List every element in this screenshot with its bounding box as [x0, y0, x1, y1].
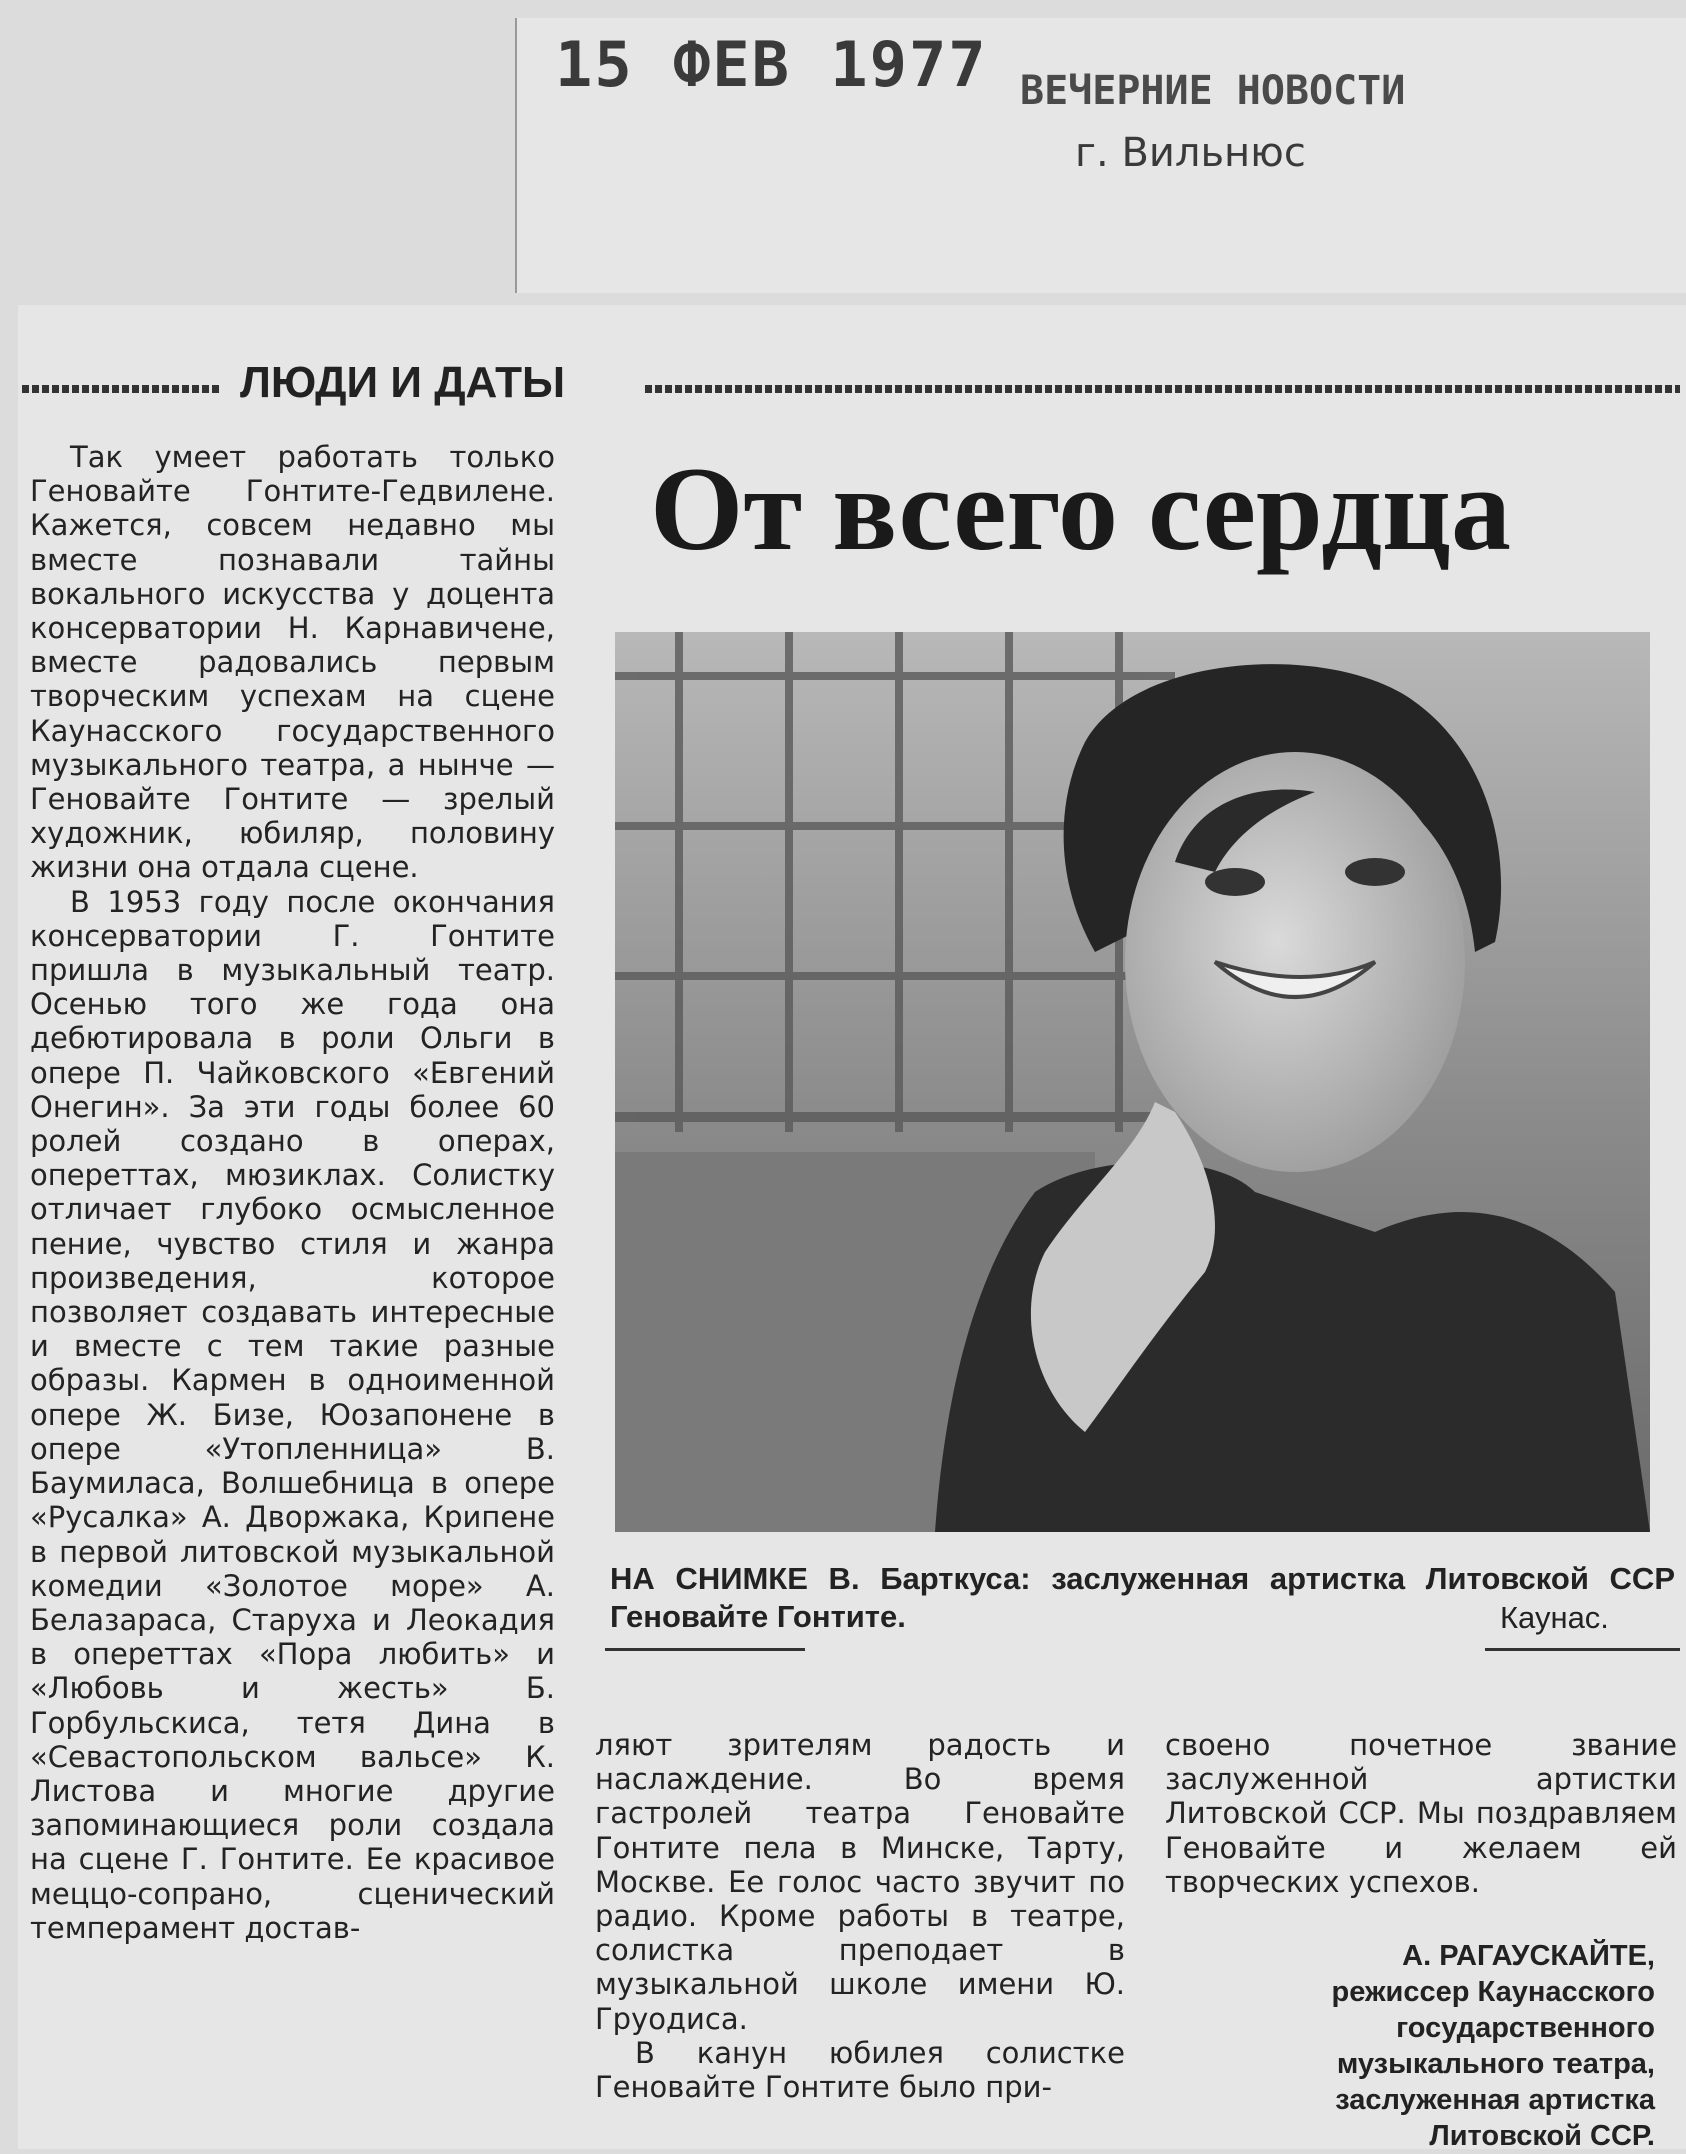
article-column-2	[595, 1728, 1125, 2104]
portrait-photo	[615, 632, 1650, 1532]
author-title-line: государственного	[1396, 2012, 1655, 2044]
caption-rule-left	[605, 1648, 805, 1651]
portrait-photo-image	[615, 632, 1650, 1532]
paragraph: Так умеет работать только Геновайте Гонтите-Гедвилене. Кажется, совсем недавно мы вместе познавали тайны вокального искусства у доцента консерватории Н. Карнавичене, вместе радовались первым творческим успехам на сцене Каунасского государственного музыкального театра, а нынче — Геновайте Гонтите — зрелый художник, юбиляр, половину жизни она отдала сцене.	[30, 440, 555, 885]
paragraph: В 1953 году после окончания консерватории Г. Гонтите пришла в музыкальный театр. Осенью того же года она дебютировала в роли Ольги в опере П. Чайковского «Евгений Онегин». За эти годы более 60 ролей создано в операх, опереттах, мюзиклах. Солистку отличает глубоко осмысленное пение, чувство стиля и жанра произведения, которое позволяет создавать интересные и вместе с тем такие разные образы. Кармен в одноименной опере Ж. Бизе, Юозапонене в опере «Утопленница» В. Баумиласа, Волшебница в опере «Русалка» А. Дворжака, Крипене в первой литовской музыкальной комедии «Золотое море» А. Белазараса, Старуха и Леокадия в опереттах «Пора любить» и «Любовь и жесть» Б. Горбульскиса, тетя Дина в «Севастопольском вальсе» К. Листова и многие другие запоминающиеся роли создала на сцене Г. Гонтите. Ее красивое меццо-сопрано, сценический темперамент достав-	[30, 884, 555, 1945]
paragraph: своено почетное звание заслуженной артистки Литовской ССР. Мы поздравляем Геновайте и желаем ей творческих успехов.	[1165, 1728, 1677, 1899]
rubric-title: ЛЮДИ И ДАТЫ	[240, 358, 566, 407]
article-headline: От всего сердца	[650, 442, 1512, 575]
rubric-rule-right	[645, 385, 1680, 393]
author-signature	[1245, 1938, 1655, 2154]
author-title-line: режиссер Каунасского	[1331, 1976, 1655, 2008]
city-stamp: г. Вильнюс	[1075, 130, 1306, 176]
paragraph: ляют зрителям радость и наслаждение. Во время гастролей театра Геновайте Гонтите пела в Минске, Тарту, Москве. Ее голос часто звучит по радио. Кроме работы в театре, солистка преподает в музыкальной школе имени Ю. Груодиса.	[595, 1728, 1125, 2036]
caption-city: Каунас.	[1500, 1600, 1609, 1635]
author-name: А. РАГАУСКАЙТЕ,	[1402, 1940, 1655, 1972]
rubric-rule-left	[22, 385, 222, 393]
newspaper-stamp: ВЕЧЕРНИЕ НОВОСТИ	[1020, 68, 1406, 114]
paragraph: В канун юбилея солистке Геновайте Гонтите было при-	[595, 2035, 1125, 2105]
photo-caption: НА СНИМКЕ В. Барткуса: заслуженная артистка Литовской ССР Геновайте Гонтите.	[610, 1561, 1675, 1634]
caption-rule-right	[1485, 1648, 1680, 1651]
author-title-line: заслуженная артистка	[1335, 2084, 1655, 2116]
author-title-line: музыкального театра,	[1336, 2048, 1655, 2080]
article-column-3	[1165, 1728, 1677, 1899]
author-title-line: Литовской ССР.	[1429, 2120, 1655, 2152]
date-stamp: 15 ФЕВ 1977	[555, 28, 988, 101]
article-column-1	[30, 440, 555, 1945]
